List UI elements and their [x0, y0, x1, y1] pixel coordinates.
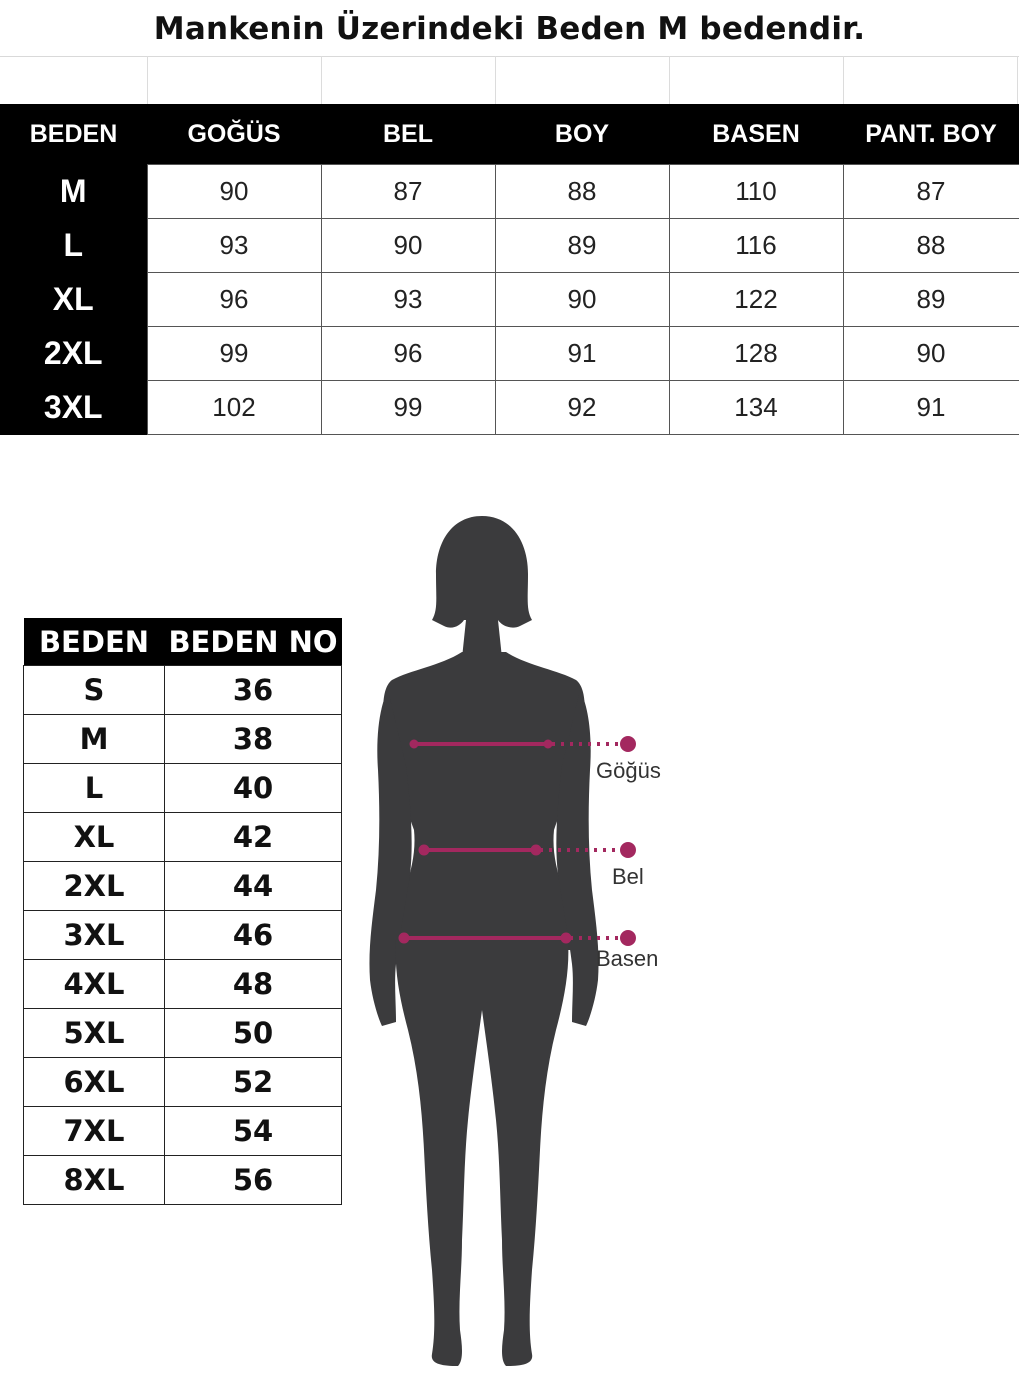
size-number-cell: 50 — [165, 1009, 342, 1058]
table-row — [0, 219, 1019, 273]
size-cell: XL — [0, 273, 147, 327]
size-number-cell: 38 — [165, 715, 342, 764]
table-cell: 90 — [147, 165, 321, 219]
size-cell: 5XL — [24, 1009, 165, 1058]
size-cell: M — [0, 165, 147, 219]
table-row — [24, 1156, 342, 1205]
table-cell: 90 — [321, 219, 495, 273]
size-number-cell: 54 — [165, 1107, 342, 1156]
size-cell: 7XL — [24, 1107, 165, 1156]
table-cell: 134 — [669, 381, 843, 435]
table-cell: 96 — [321, 327, 495, 381]
table-row — [24, 1058, 342, 1107]
table-row — [24, 1009, 342, 1058]
table-cell: 93 — [147, 219, 321, 273]
table-row — [0, 327, 1019, 381]
table-header-row — [24, 618, 342, 666]
table-cell: 93 — [321, 273, 495, 327]
chest-label: Göğüs — [596, 758, 661, 783]
size-cell: 8XL — [24, 1156, 165, 1205]
table-row — [24, 715, 342, 764]
size-number-cell: 44 — [165, 862, 342, 911]
table-row — [24, 666, 342, 715]
body-silhouette-illustration — [340, 470, 680, 1373]
size-cell: 6XL — [24, 1058, 165, 1107]
header-basen: BASEN — [669, 104, 843, 165]
size-number-cell: 52 — [165, 1058, 342, 1107]
size-number-cell: 48 — [165, 960, 342, 1009]
table-cell: 92 — [495, 381, 669, 435]
table-row — [24, 960, 342, 1009]
table-cell: 88 — [843, 219, 1019, 273]
table-row — [24, 813, 342, 862]
table-cell: 122 — [669, 273, 843, 327]
size-number-table — [23, 618, 342, 1205]
size-measurements-table — [0, 104, 1019, 435]
table-cell: 102 — [147, 381, 321, 435]
table-row — [24, 911, 342, 960]
header-beden: BEDEN — [0, 104, 147, 165]
table-cell: 110 — [669, 165, 843, 219]
table-cell: 99 — [147, 327, 321, 381]
table-cell: 89 — [843, 273, 1019, 327]
size-cell: L — [24, 764, 165, 813]
table-row — [24, 1107, 342, 1156]
table-row — [24, 764, 342, 813]
size-cell: 3XL — [24, 911, 165, 960]
size-cell: 2XL — [0, 327, 147, 381]
header-beden: BEDEN — [24, 618, 165, 666]
header-boy: BOY — [495, 104, 669, 165]
table-cell: 90 — [843, 327, 1019, 381]
size-number-cell: 40 — [165, 764, 342, 813]
size-number-cell: 36 — [165, 666, 342, 715]
table-cell: 91 — [495, 327, 669, 381]
spacer-row — [0, 56, 1019, 104]
table-row — [0, 273, 1019, 327]
hips-label: Basen — [596, 946, 659, 971]
waist-label: Bel — [612, 864, 644, 889]
table-cell: 116 — [669, 219, 843, 273]
size-cell: 2XL — [24, 862, 165, 911]
table-cell: 87 — [843, 165, 1019, 219]
table-cell: 90 — [495, 273, 669, 327]
size-cell: XL — [24, 813, 165, 862]
size-cell: 4XL — [24, 960, 165, 1009]
size-number-cell: 42 — [165, 813, 342, 862]
header-beden-no: BEDEN NO — [165, 618, 342, 666]
size-number-cell: 46 — [165, 911, 342, 960]
table-cell: 87 — [321, 165, 495, 219]
table-cell: 91 — [843, 381, 1019, 435]
table-cell: 99 — [321, 381, 495, 435]
size-number-cell: 56 — [165, 1156, 342, 1205]
size-cell: L — [0, 219, 147, 273]
page-title: Mankenin Üzerindeki Beden M bedendir. — [0, 0, 1019, 57]
header-bel: BEL — [321, 104, 495, 165]
header-gogus: GOĞÜS — [147, 104, 321, 165]
table-cell: 128 — [669, 327, 843, 381]
table-row — [0, 381, 1019, 435]
table-cell: 89 — [495, 219, 669, 273]
table-row — [0, 165, 1019, 219]
size-cell: M — [24, 715, 165, 764]
size-cell: 3XL — [0, 381, 147, 435]
table-cell: 96 — [147, 273, 321, 327]
table-header-row — [0, 104, 1019, 165]
header-pant-boy: PANT. BOY — [843, 104, 1019, 165]
table-cell: 88 — [495, 165, 669, 219]
table-row — [24, 862, 342, 911]
size-cell: S — [24, 666, 165, 715]
